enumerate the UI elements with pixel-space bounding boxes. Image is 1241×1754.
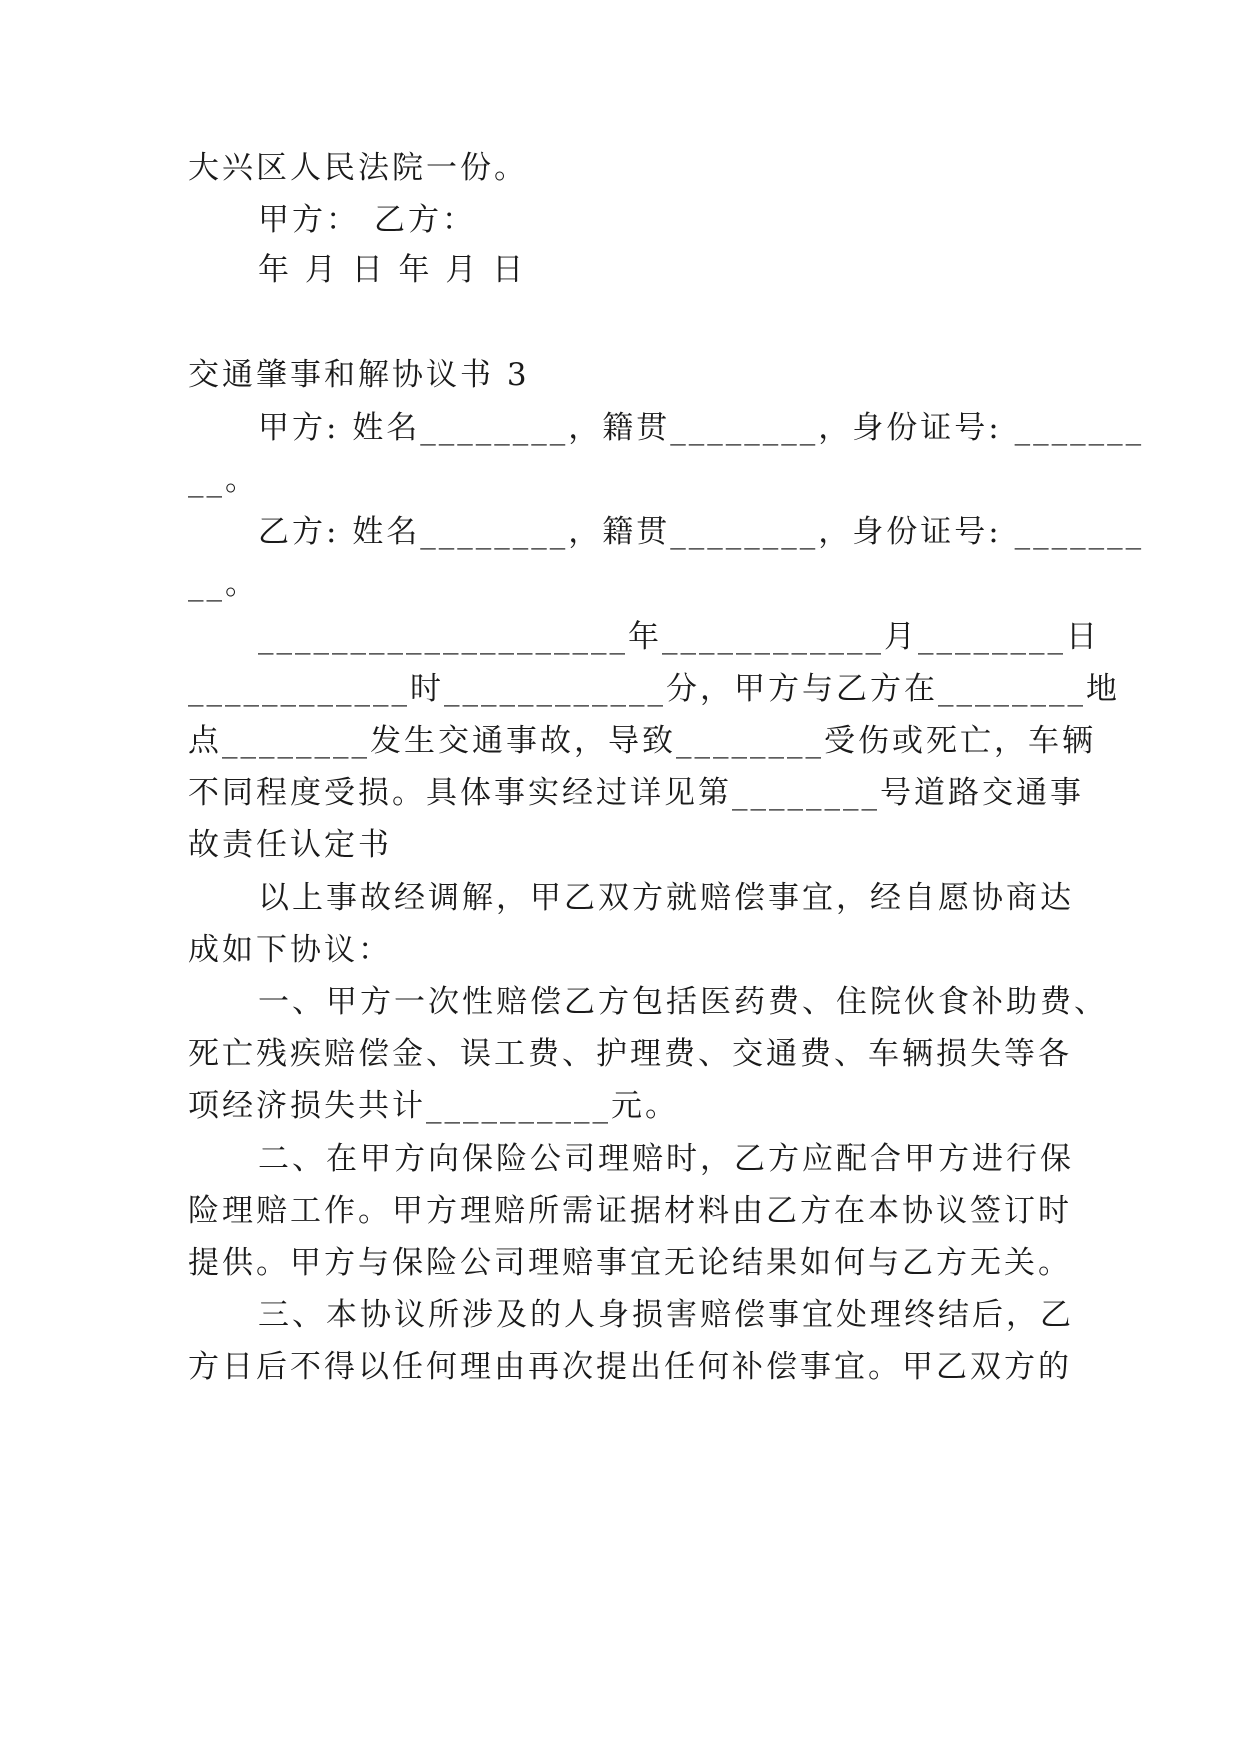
paragraph-start: 以上事故经调解，甲乙双方就赔偿事宜，经自愿协商达 bbox=[258, 880, 1074, 916]
text-line: 大兴区人民法院一份。 bbox=[188, 150, 528, 186]
text-line: ____________时____________分，甲方与乙方在________地 bbox=[188, 671, 1120, 707]
signature-date-line: 年 月 日 年 月 日 bbox=[258, 252, 527, 288]
text-line: 故责任认定书 bbox=[188, 827, 392, 863]
clause-3-start: 三、本协议所涉及的人身损害赔偿事宜处理终结后，乙 bbox=[258, 1297, 1074, 1333]
text-line: 不同程度受损。具体事实经过详见第________号道路交通事 bbox=[188, 775, 1084, 811]
section-title: 交通肇事和解协议书 3 bbox=[188, 357, 530, 393]
party-a-label: 甲方： bbox=[258, 202, 360, 238]
party-b-label: 乙方： bbox=[374, 202, 476, 238]
clause-1-start: 一、甲方一次性赔偿乙方包括医药费、住院伙食补助费、 bbox=[258, 984, 1108, 1020]
text-line: 项经济损失共计__________元。 bbox=[188, 1088, 679, 1124]
accident-date-line: ____________________年____________月________日 bbox=[258, 619, 1100, 655]
text-line: __。 bbox=[188, 462, 259, 498]
party-b-info-line: 乙方: 姓名________，籍贯________，身份证号: _______ bbox=[258, 514, 1145, 550]
party-a-info-line: 甲方: 姓名________，籍贯________，身份证号: _______ bbox=[258, 410, 1145, 446]
text-line: 险理赔工作。甲方理赔所需证据材料由乙方在本协议签订时 bbox=[188, 1193, 1072, 1229]
signature-parties-line bbox=[258, 200, 476, 240]
clause-2-start: 二、在甲方向保险公司理赔时，乙方应配合甲方进行保 bbox=[258, 1141, 1074, 1177]
text-line: 死亡残疾赔偿金、误工费、护理费、交通费、车辆损失等各 bbox=[188, 1036, 1072, 1072]
text-line: 提供。甲方与保险公司理赔事宜无论结果如何与乙方无关。 bbox=[188, 1245, 1072, 1281]
text-line: 点________发生交通事故，导致________受伤或死亡，车辆 bbox=[188, 723, 1096, 759]
text-line: 成如下协议： bbox=[188, 932, 392, 968]
text-line: 方日后不得以任何理由再次提出任何补偿事宜。甲乙双方的 bbox=[188, 1349, 1072, 1385]
text-line: __。 bbox=[188, 566, 259, 602]
